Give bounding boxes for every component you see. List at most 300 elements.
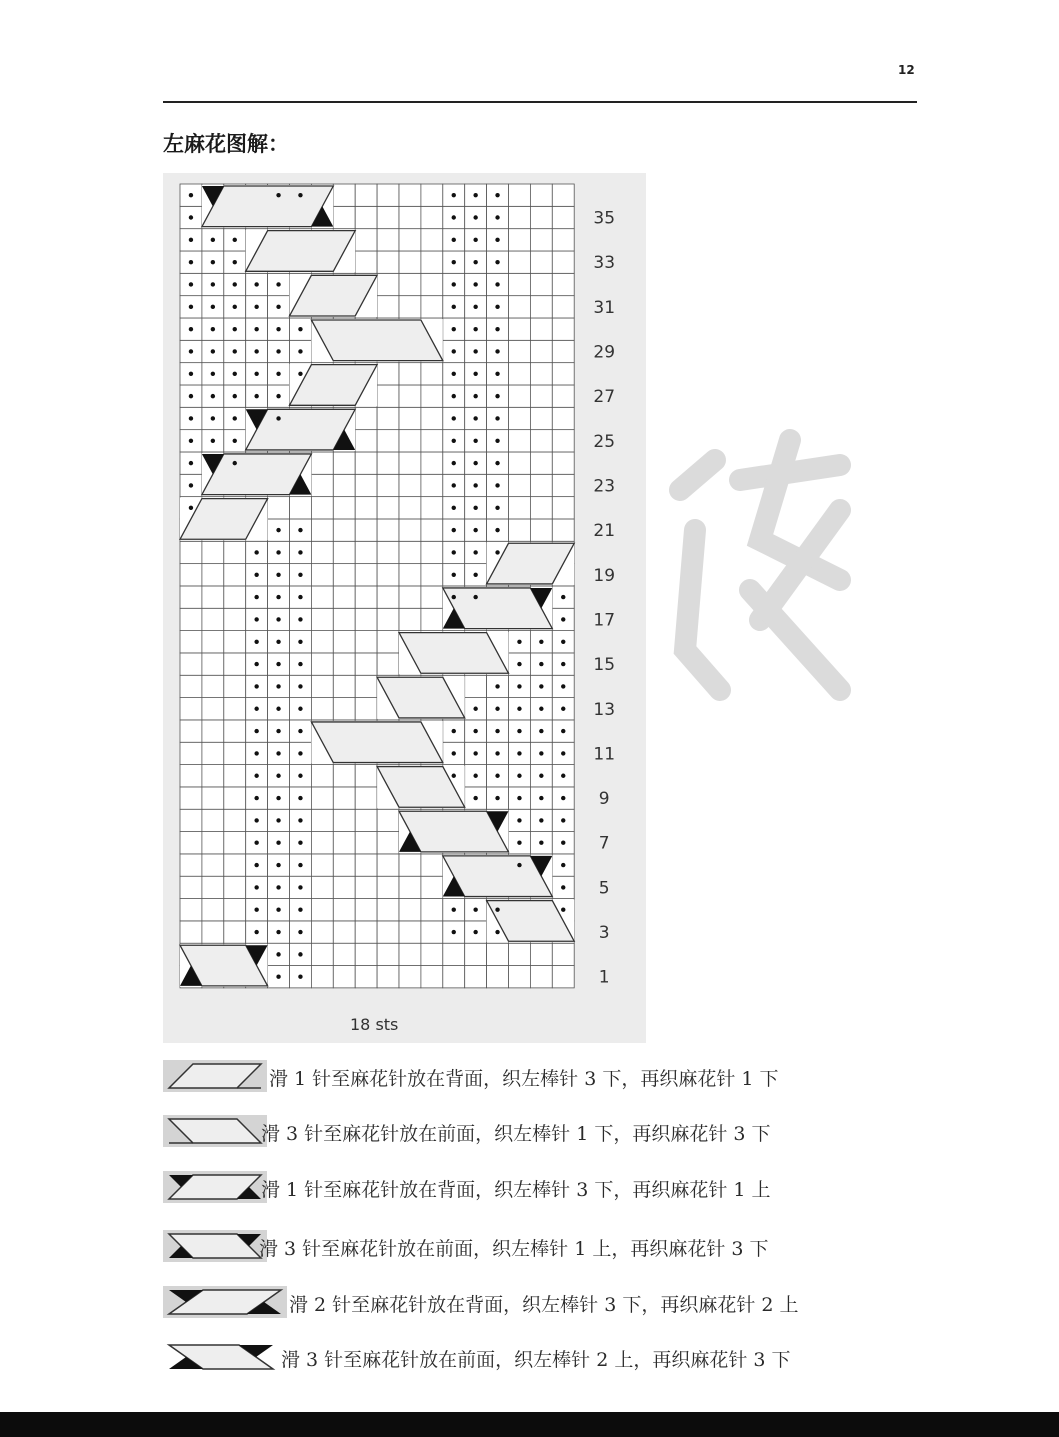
chart-cell <box>355 229 377 251</box>
row-number: 13 <box>593 699 616 720</box>
purl-dot <box>473 394 477 398</box>
chart-cell <box>311 497 333 519</box>
chart-cell <box>333 184 355 206</box>
purl-dot <box>561 818 565 822</box>
purl-dot <box>254 595 258 599</box>
purl-dot <box>189 372 193 376</box>
chart-cell <box>202 608 224 630</box>
chart-cell <box>202 809 224 831</box>
chart-cell <box>509 430 531 452</box>
purl-dot <box>495 215 499 219</box>
purl-dot <box>539 863 543 867</box>
purl-dot <box>254 908 258 912</box>
purl-dot <box>473 908 477 912</box>
row-number: 9 <box>598 789 610 810</box>
purl-dot <box>452 528 456 532</box>
chart-cell <box>180 675 202 697</box>
chart-cell <box>355 407 377 429</box>
chart-cell <box>399 899 421 921</box>
chart-cell <box>421 273 443 295</box>
chart-cell <box>399 586 421 608</box>
chart-cell <box>311 876 333 898</box>
chart-cell <box>377 251 399 273</box>
purl-dot <box>254 640 258 644</box>
chart-cell <box>333 631 355 653</box>
purl-dot <box>495 818 499 822</box>
purl-dot <box>254 282 258 286</box>
chart-cell <box>377 966 399 988</box>
chart-cell <box>399 854 421 876</box>
chart-cell <box>421 385 443 407</box>
purl-dot <box>298 818 302 822</box>
purl-dot <box>276 908 280 912</box>
chart-cell <box>399 608 421 630</box>
chart-cell <box>530 407 552 429</box>
chart-cell <box>421 586 443 608</box>
chart-cell <box>399 251 421 273</box>
purl-dot <box>211 282 215 286</box>
chart-cell <box>180 564 202 586</box>
purl-dot <box>254 573 258 577</box>
chart-cell <box>180 787 202 809</box>
chart-cell <box>377 541 399 563</box>
purl-dot <box>495 908 499 912</box>
chart-cell <box>180 720 202 742</box>
chart-cell <box>377 631 399 653</box>
chart-cell <box>224 876 246 898</box>
chart-cell <box>333 519 355 541</box>
purl-dot <box>298 751 302 755</box>
chart-cell <box>509 519 531 541</box>
chart-cell <box>377 497 399 519</box>
chart-cell <box>421 363 443 385</box>
chart-cell <box>202 876 224 898</box>
chart-cell <box>224 720 246 742</box>
purl-dot <box>495 305 499 309</box>
chart-cell <box>399 385 421 407</box>
chart-cell <box>399 943 421 965</box>
chart-cell <box>355 653 377 675</box>
purl-dot <box>473 483 477 487</box>
cable-3-over-2-front-purl-icon <box>163 1341 279 1373</box>
chart-cell <box>311 631 333 653</box>
chart-cell <box>224 742 246 764</box>
purl-dot <box>517 662 521 666</box>
purl-dot <box>495 774 499 778</box>
chart-cell <box>333 899 355 921</box>
chart-cell <box>224 564 246 586</box>
row-number: 29 <box>593 342 616 363</box>
purl-dot <box>473 751 477 755</box>
chart-cell <box>355 519 377 541</box>
chart-cell <box>552 452 574 474</box>
chart-cell <box>421 519 443 541</box>
chart-cell <box>399 921 421 943</box>
purl-dot <box>233 282 237 286</box>
chart-cell <box>202 765 224 787</box>
page-number: 12 <box>898 63 915 77</box>
chart-cell <box>180 586 202 608</box>
chart-cell <box>377 876 399 898</box>
purl-dot <box>276 595 280 599</box>
chart-cell <box>333 564 355 586</box>
purl-dot <box>254 394 258 398</box>
chart-cell <box>421 206 443 228</box>
legend-text: 滑 1 针至麻花针放在背面，织左棒针 3 下，再织麻花针 1 下 <box>269 1068 779 1090</box>
chart-cell <box>180 653 202 675</box>
chart-cell <box>355 608 377 630</box>
chart-cell <box>333 675 355 697</box>
cable-symbol <box>399 632 509 675</box>
chart-cell <box>224 809 246 831</box>
chart-cell <box>399 966 421 988</box>
chart-cell <box>530 943 552 965</box>
purl-dot <box>189 394 193 398</box>
purl-dot <box>233 305 237 309</box>
chart-cell <box>355 765 377 787</box>
chart-cell <box>224 675 246 697</box>
row-numbers <box>593 208 615 987</box>
chart-cell <box>311 943 333 965</box>
row-number: 17 <box>593 610 616 631</box>
purl-dot <box>254 796 258 800</box>
chart-cell <box>333 452 355 474</box>
purl-dot <box>495 550 499 554</box>
chart-cell <box>311 787 333 809</box>
purl-dot <box>561 617 565 621</box>
purl-dot <box>276 550 280 554</box>
chart-cell <box>355 832 377 854</box>
chart-cell <box>333 608 355 630</box>
legend-item <box>163 1115 863 1147</box>
purl-dot <box>473 305 477 309</box>
purl-dot <box>211 260 215 264</box>
purl-dot <box>561 640 565 644</box>
legend-item <box>163 1060 863 1092</box>
chart-cell <box>377 586 399 608</box>
chart-cell <box>552 474 574 496</box>
purl-dot <box>276 952 280 956</box>
purl-dot <box>189 282 193 286</box>
chart-cell <box>552 296 574 318</box>
chart-cell <box>311 698 333 720</box>
row-number: 15 <box>593 655 616 676</box>
chart-cell <box>311 765 333 787</box>
chart-cell <box>509 474 531 496</box>
purl-dot <box>298 684 302 688</box>
purl-dot <box>473 282 477 286</box>
purl-dot <box>254 327 258 331</box>
purl-dot <box>539 796 543 800</box>
chart-cell <box>355 899 377 921</box>
purl-dot <box>298 662 302 666</box>
chart-cell <box>202 832 224 854</box>
chart-cell <box>180 854 202 876</box>
purl-dot <box>495 238 499 242</box>
purl-dot <box>473 595 477 599</box>
stitch-count-label: 18 sts <box>350 1015 399 1034</box>
purl-dot <box>452 506 456 510</box>
purl-dot <box>473 573 477 577</box>
chart-cell <box>399 229 421 251</box>
row-number: 35 <box>593 208 616 229</box>
purl-dot <box>276 617 280 621</box>
chart-cell <box>421 497 443 519</box>
chart-cell <box>333 541 355 563</box>
chart-cell <box>399 497 421 519</box>
chart-cell <box>421 541 443 563</box>
purl-dot <box>495 349 499 353</box>
purl-dot <box>298 617 302 621</box>
chart-cell <box>377 832 399 854</box>
chart-cell <box>202 631 224 653</box>
chart-cell <box>355 452 377 474</box>
purl-dot <box>276 528 280 532</box>
chart-cell <box>311 608 333 630</box>
chart-cell <box>224 899 246 921</box>
chart-cell <box>377 206 399 228</box>
legend-item <box>163 1341 883 1373</box>
purl-dot <box>276 349 280 353</box>
purl-dot <box>517 640 521 644</box>
purl-dot <box>298 193 302 197</box>
purl-dot <box>452 282 456 286</box>
chart-cell <box>180 765 202 787</box>
purl-dot <box>539 662 543 666</box>
purl-dot <box>298 930 302 934</box>
chart-cell <box>421 296 443 318</box>
chart-cell <box>355 586 377 608</box>
watermark-mark <box>640 420 870 720</box>
purl-dot <box>473 238 477 242</box>
purl-dot <box>561 707 565 711</box>
purl-dot <box>211 238 215 242</box>
chart-cell <box>421 251 443 273</box>
chart-cell <box>202 586 224 608</box>
chart-cell <box>355 474 377 496</box>
purl-dot <box>298 729 302 733</box>
purl-dot <box>254 372 258 376</box>
chart-cell <box>311 832 333 854</box>
cable-symbol <box>246 408 356 451</box>
chart-cell <box>552 273 574 295</box>
chart-cell <box>377 296 399 318</box>
purl-dot <box>298 528 302 532</box>
purl-dot <box>298 885 302 889</box>
row-number: 27 <box>593 387 616 408</box>
purl-dot <box>254 729 258 733</box>
purl-dot <box>452 260 456 264</box>
purl-dot <box>495 282 499 286</box>
purl-dot <box>298 640 302 644</box>
chart-cell <box>530 184 552 206</box>
purl-dot <box>189 215 193 219</box>
purl-dot <box>473 729 477 733</box>
row-number: 23 <box>593 476 616 497</box>
purl-dot <box>254 349 258 353</box>
chart-cell <box>552 206 574 228</box>
purl-dot <box>254 684 258 688</box>
chart-cell <box>355 698 377 720</box>
chart-cell <box>509 340 531 362</box>
chart-cell <box>180 541 202 563</box>
purl-dot <box>517 818 521 822</box>
purl-dot <box>189 349 193 353</box>
chart-cell <box>224 631 246 653</box>
purl-dot <box>298 863 302 867</box>
chart-cell <box>202 698 224 720</box>
chart-cell <box>421 899 443 921</box>
chart-cell <box>377 363 399 385</box>
chart-cell <box>333 876 355 898</box>
purl-dot <box>254 751 258 755</box>
purl-dot <box>539 684 543 688</box>
chart-cell <box>552 318 574 340</box>
purl-dot <box>233 238 237 242</box>
chart-cell <box>355 251 377 273</box>
chart-cell <box>377 474 399 496</box>
chart-cell <box>509 966 531 988</box>
purl-dot <box>211 394 215 398</box>
chart-cell <box>509 363 531 385</box>
purl-dot <box>233 461 237 465</box>
purl-dot <box>298 327 302 331</box>
legend-item <box>163 1286 883 1318</box>
chart-cell <box>530 966 552 988</box>
purl-dot <box>452 193 456 197</box>
cable-symbol <box>290 364 378 407</box>
purl-dot <box>276 885 280 889</box>
purl-dot <box>233 416 237 420</box>
purl-dot <box>495 729 499 733</box>
chart-cell <box>224 787 246 809</box>
cable-1-over-3-back-purl-icon <box>163 1171 267 1203</box>
chart-cell <box>311 474 333 496</box>
chart-cell <box>421 966 443 988</box>
chart-cell <box>377 653 399 675</box>
chart-cell <box>552 251 574 273</box>
chart-cell <box>399 876 421 898</box>
purl-dot <box>276 193 280 197</box>
purl-dot <box>473 707 477 711</box>
chart-cell <box>421 452 443 474</box>
purl-dot <box>495 260 499 264</box>
purl-dot <box>276 818 280 822</box>
purl-dot <box>495 461 499 465</box>
chart-cell <box>377 899 399 921</box>
cable-symbol <box>311 319 442 362</box>
section-title: 左麻花图解： <box>163 132 289 156</box>
chart-cell <box>224 653 246 675</box>
chart-cell <box>509 385 531 407</box>
chart-cell <box>509 452 531 474</box>
chart-cell <box>377 184 399 206</box>
purl-dot <box>189 260 193 264</box>
row-number: 19 <box>593 565 616 586</box>
legend-text: 滑 3 针至麻花针放在前面，织左棒针 1 上，再织麻花针 3 下 <box>259 1238 769 1260</box>
purl-dot <box>254 863 258 867</box>
purl-dot <box>452 573 456 577</box>
purl-dot <box>561 796 565 800</box>
chart-cell <box>530 273 552 295</box>
chart-cell <box>487 966 509 988</box>
chart-cell <box>377 407 399 429</box>
chart-cell <box>421 229 443 251</box>
chart-cell <box>421 876 443 898</box>
chart-cell <box>311 519 333 541</box>
purl-dot <box>539 707 543 711</box>
purl-dot <box>211 416 215 420</box>
chart-cell <box>399 452 421 474</box>
chart-cell <box>202 541 224 563</box>
purl-dot <box>561 908 565 912</box>
chart-cell <box>333 966 355 988</box>
chart-cell <box>355 541 377 563</box>
chart-cell <box>224 608 246 630</box>
purl-dot <box>211 327 215 331</box>
cable-1-over-3-back-icon <box>163 1060 267 1092</box>
chart-cell <box>311 809 333 831</box>
purl-dot <box>189 483 193 487</box>
purl-dot <box>189 439 193 443</box>
purl-dot <box>473 930 477 934</box>
chart-cell <box>311 564 333 586</box>
chart-cell <box>355 809 377 831</box>
purl-dot <box>452 550 456 554</box>
purl-dot <box>561 729 565 733</box>
chart-cell <box>509 943 531 965</box>
cable-symbol <box>443 855 553 898</box>
chart-cell <box>202 854 224 876</box>
row-number: 1 <box>598 967 610 988</box>
purl-dot <box>452 930 456 934</box>
chart-cell <box>355 675 377 697</box>
purl-dot <box>276 327 280 331</box>
chart-cell <box>509 251 531 273</box>
purl-dot <box>452 305 456 309</box>
knitting-chart <box>163 173 646 1003</box>
purl-dot <box>539 818 543 822</box>
chart-cell <box>180 809 202 831</box>
chart-cell <box>180 608 202 630</box>
chart-cell <box>465 966 487 988</box>
purl-dot <box>539 841 543 845</box>
purl-dot <box>254 305 258 309</box>
purl-dot <box>276 707 280 711</box>
cable-symbol <box>487 542 575 585</box>
chart-cell <box>333 854 355 876</box>
chart-cell <box>421 564 443 586</box>
purl-dot <box>473 550 477 554</box>
cable-symbol <box>377 766 465 809</box>
purl-dot <box>473 506 477 510</box>
chart-cell <box>355 631 377 653</box>
purl-dot <box>561 684 565 688</box>
purl-dot <box>473 796 477 800</box>
chart-cell <box>399 474 421 496</box>
chart-cell <box>377 854 399 876</box>
chart-cell <box>399 296 421 318</box>
purl-dot <box>517 796 521 800</box>
chart-cell <box>421 608 443 630</box>
purl-dot <box>189 305 193 309</box>
chart-cell <box>355 921 377 943</box>
chart-cell <box>355 497 377 519</box>
chart-cell <box>509 273 531 295</box>
chart-cell <box>311 899 333 921</box>
chart-cell <box>530 452 552 474</box>
chart-cell <box>552 966 574 988</box>
